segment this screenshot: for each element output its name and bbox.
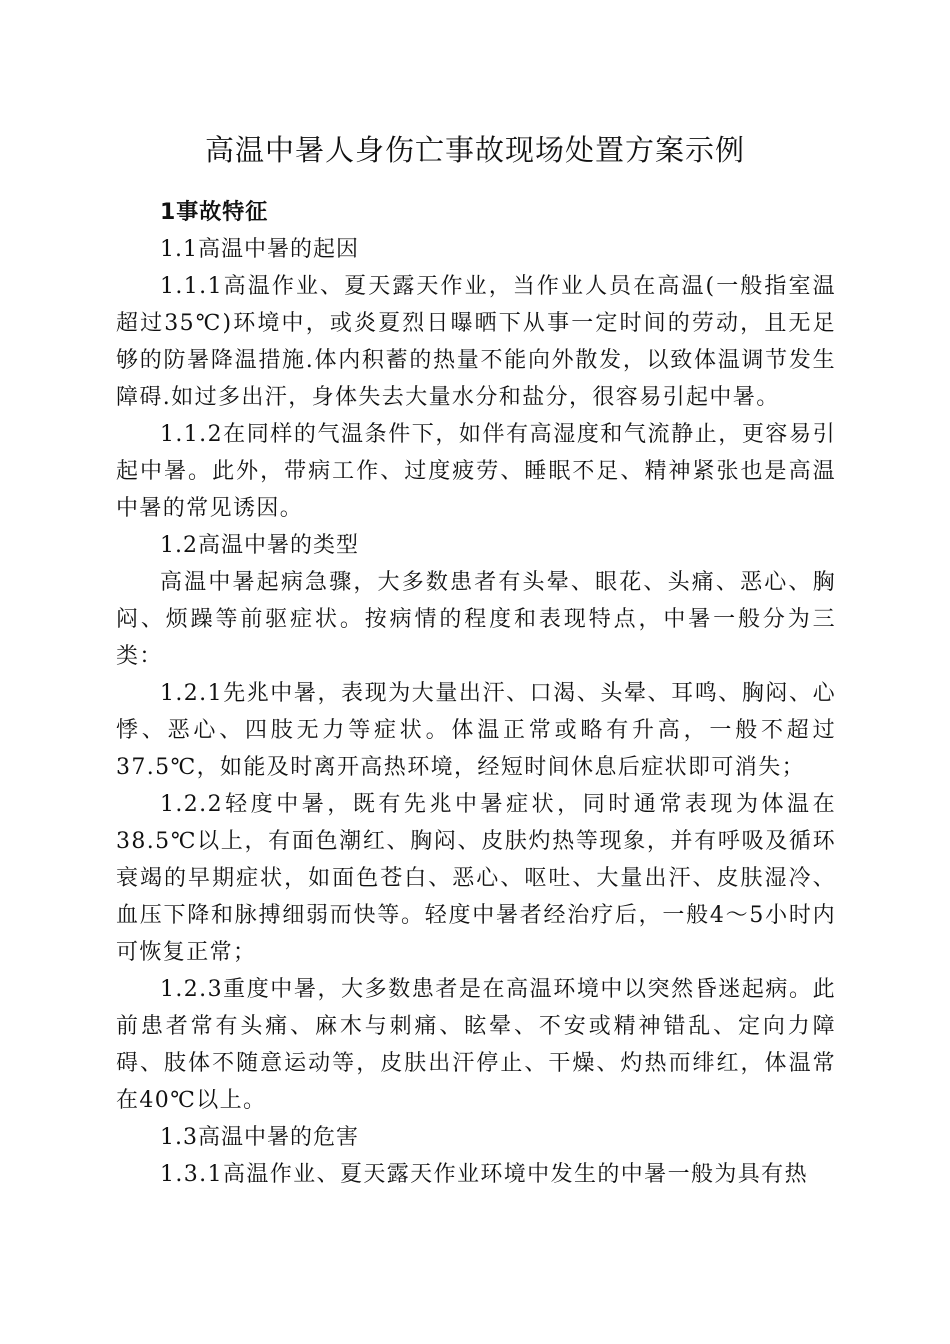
subsection-heading-1-3: 1.3高温中暑的危害: [160, 1125, 359, 1150]
paragraph-1-1-1: 1.1.1高温作业、夏天露天作业，当作业人员在高温(一般指室温超过35℃)环境中，或炎夏烈日曝晒下从事一定时间的劳动，且无足够的防暑降温措施.体内积蓄的热量不能向外散发，以致体温调节发生障碍.如过多出汗，身体失去大量水分和盐分，很容易引起中暑。: [116, 274, 836, 410]
paragraph-1-1-2: 1.1.2在同样的气温条件下，如伴有高湿度和气流静止，更容易引起中暑。此外，带病工作、过度疲劳、睡眠不足、精神紧张也是高温中暑的常见诱因。: [116, 422, 836, 521]
paragraph-1-2-intro: 高温中暑起病急骤，大多数患者有头晕、眼花、头痛、恶心、胸闷、烦躁等前驱症状。按病情的程度和表现特点，中暑一般分为三类：: [116, 570, 836, 669]
subsection-heading-1-2: 1.2高温中暑的类型: [160, 533, 359, 558]
paragraph-1-2-3: 1.2.3重度中暑，大多数患者是在高温环境中以突然昏迷起病。此前患者常有头痛、麻木与刺痛、眩晕、不安或精神错乱、定向力障碍、肢体不随意运动等，皮肤出汗停止、干燥、灼热而绯红，体温常在40℃以上。: [116, 977, 836, 1113]
paragraph-1-2-2: 1.2.2轻度中暑，既有先兆中暑症状，同时通常表现为体温在38.5℃以上，有面色潮红、胸闷、皮肤灼热等现象，并有呼吸及循环衰竭的早期症状，如面色苍白、恶心、呕吐、大量出汗、皮肤湿冷、血压下降和脉搏细弱而快等。轻度中暑者经治疗后，一般4～5小时内可恢复正常；: [116, 792, 836, 965]
subsection-heading-1-1: 1.1高温中暑的起因: [160, 237, 359, 262]
paragraph-1-3-1: 1.3.1高温作业、夏天露天作业环境中发生的中暑一般为具有热: [160, 1162, 808, 1187]
document-title: 高温中暑人身伤亡事故现场处置方案示例: [204, 133, 745, 167]
paragraph-1-2-1: 1.2.1先兆中暑，表现为大量出汗、口渴、头晕、耳鸣、胸闷、心悸、恶心、四肢无力等症状。体温正常或略有升高，一般不超过37.5℃，如能及时离开高热环境，经短时间休息后症状即可消失；: [116, 681, 836, 780]
document-body: [116, 194, 836, 1193]
section-heading-1: 1事故特征: [160, 200, 269, 225]
